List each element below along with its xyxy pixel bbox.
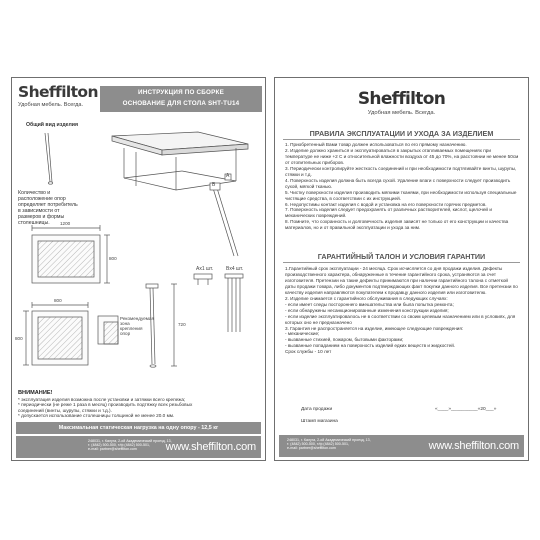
warning-line: * эксплуатация изделия возможна после установки и затяжки всего крепежа; <box>18 397 186 402</box>
footer-address <box>287 438 371 451</box>
side-view-leg <box>150 288 152 364</box>
dim-top-depth: 800 <box>109 256 117 261</box>
general-view-leg <box>45 133 50 182</box>
address-line: 248031, г. Калуга, 2-ой Академический проезд, 13, <box>88 439 172 443</box>
rule-item: 4. Поверхность изделия должна быть всегда сухой. Удаление влаги с поверхности следует производить сухой, мягкой тканью. <box>285 177 511 189</box>
warranty-item: 2. Изделие снимается с гарантийного обслуживания в следующих случаях: <box>285 295 448 301</box>
brand-logo <box>275 90 528 116</box>
dim-height: 720 <box>178 322 186 327</box>
dim-mid-width: 800 <box>54 298 62 303</box>
warranty-list <box>285 266 519 355</box>
warranty-item: 1.Гарантийный срок эксплуатации - 24 месяца. Срок исчисляется со дня продажи изделия. Дефекты производственного характера, обнаруженные в течение гарантийного срока, устраняются за счет изготовителя. Претензии на такие дефекты принимаются при наличии гарантийного талона с отметкой даты продажи товара, либо документов подтверждающих факт покупки данного изделия. Все претензии по качеству изделия направляются покупателем к продавцу данного изделия или изготовителю. <box>285 266 518 295</box>
assembly-title: ИНСТРУКЦИЯ ПО СБОРКЕ <box>138 89 224 96</box>
assembly-drawings <box>12 78 265 390</box>
rule-item: 5. Чистку поверхности изделия производить мягкими тканями, при необходимости используя специальные чистящие средства, в соответствии с их инструкцией. <box>285 189 517 201</box>
warning-block <box>18 390 261 420</box>
rule-item: 6. Недопустимы контакт изделия с водой и установка на его поверхности горячих предметов. <box>285 201 487 207</box>
part-b-marker: B <box>212 182 216 188</box>
warning-title: ВНИМАНИЕ! <box>18 390 53 396</box>
warranty-item: - если имеет следы постороннего вмешательства или была попытка ремонта; <box>285 301 454 307</box>
rule-item: 7. Поверхность изделия следует предохранять от различных растворителей, кислот, щелочей и механических повреждений. <box>285 207 492 219</box>
address-line: т. (4842) 500-500, т/ф (4842) 500-501, <box>287 442 349 447</box>
part-a-label: Ax1 шт. <box>196 266 214 272</box>
quantity-note: Количество и расположение опор определяет потребитель в зависимости от размеров и формы столешницы. <box>18 190 78 226</box>
footer-url: www.sheffilton.com <box>165 441 256 453</box>
address-line: e-mail: partner@sheffilton.com <box>287 446 336 451</box>
assembly-subtitle: ОСНОВАНИЕ ДЛЯ СТОЛА SHT-TU14 <box>122 100 240 107</box>
sale-date-field: «____»__________«20___» <box>435 407 497 412</box>
footer-address <box>88 439 172 452</box>
divider <box>283 262 520 263</box>
brand-name: Sheffilton <box>18 83 98 101</box>
warranty-item: Срок службы - 10 лет <box>285 349 332 355</box>
rules-title: ПРАВИЛА ЭКСПЛУАТАЦИИ И УХОДА ЗА ИЗДЕЛИЕМ <box>309 129 494 138</box>
max-load-text: Максимальная статическая нагрузка на одну опору - 12,5 кг <box>58 425 219 431</box>
max-load-band <box>16 422 261 434</box>
warranty-item: - если обнаружены несанкционированные изменения конструкции изделия; <box>285 307 449 313</box>
warning-line: * допускается использование столешницы толщиной не менее 20.0 мм. <box>18 413 175 419</box>
rule-item: 1. Приобретенный Вами товар должен использоваться по его прямому назначению. <box>285 142 467 147</box>
warranty-item: - механические; <box>285 331 320 337</box>
part-a-drawing <box>194 274 212 279</box>
sale-date-label: Дата продажи <box>301 407 333 412</box>
store-stamp-label: Штамп магазина <box>301 419 338 424</box>
address-line: т. (4842) 500-500, т/ф (4842) 500-501, <box>88 443 150 448</box>
warranty-title: ГАРАНТИЙНЫЙ ТАЛОН И УСЛОВИЯ ГАРАНТИИ <box>317 252 486 261</box>
recommended-zone-label: Рекомендуемая зона крепления опор <box>120 316 154 336</box>
address-line: 248031, г. Калуга, 2-ой Академический проезд, 13, <box>287 438 371 442</box>
assembly-footer <box>16 436 261 458</box>
warranty-item: 3. Гарантия не распространяется на изделие, имеющее следующие повреждения: <box>285 325 464 331</box>
footer-url: www.sheffilton.com <box>428 440 519 452</box>
general-view-label: Общий вид изделия <box>26 122 79 128</box>
brand-slogan: Удобная мебель. Всегда. <box>18 102 84 108</box>
warranty-item: - вызванные стихией, пожаром, бытовыми факторами; <box>285 337 404 343</box>
rule-item: 3. Периодически контролируйте жесткость соединений и при необходимости подтягивайте винты, шурупы, стяжки и т.д. <box>285 165 517 177</box>
divider <box>283 139 520 140</box>
operation-warranty-sheet <box>274 77 529 461</box>
part-b-label: Bx4 шт. <box>226 266 244 272</box>
warranty-item: - вызванные попаданием на поверхность изделий едких веществ и жидкостей. <box>285 343 456 349</box>
brand-name: Sheffilton <box>357 89 446 109</box>
rules-list <box>285 142 519 231</box>
brand-slogan: Удобная мебель. Всегда. <box>367 110 436 116</box>
iso-leg <box>213 188 234 256</box>
warranty-item: - если изделие эксплуатировалось не в соответствии со своим целевым назначением или в условиях, для которых оно не предназначено <box>285 313 516 325</box>
rule-item: 2. Изделие должно храниться и эксплуатироваться в закрытых отапливаемых помещениях при температуре не ниже +2 С и относительной влажности воздуха от 45 до 70%, на расстоянии не менее 50см от отопительных приборов. <box>285 147 519 165</box>
rule-item: 8. Помните, что сохранность и долговечность изделия зависят не только от его конструкции и качества материалов, но и от правильной эксплуатации и ухода за ним. <box>285 219 509 231</box>
operation-footer <box>279 435 524 457</box>
dim-top-width: 1200 <box>60 221 71 226</box>
dim-mid-depth: 800 <box>15 336 23 341</box>
part-a-marker: A <box>226 173 230 179</box>
warning-line: * периодически (не реже 1 раза в месяц) производить подтяжку всех резьбовых <box>18 402 193 408</box>
address-line: e-mail: partner@sheffilton.com <box>88 447 137 452</box>
assembly-instruction-sheet <box>11 77 266 461</box>
warning-line: соединений (винты, шурупы, стяжки и т.д.). <box>18 407 112 413</box>
